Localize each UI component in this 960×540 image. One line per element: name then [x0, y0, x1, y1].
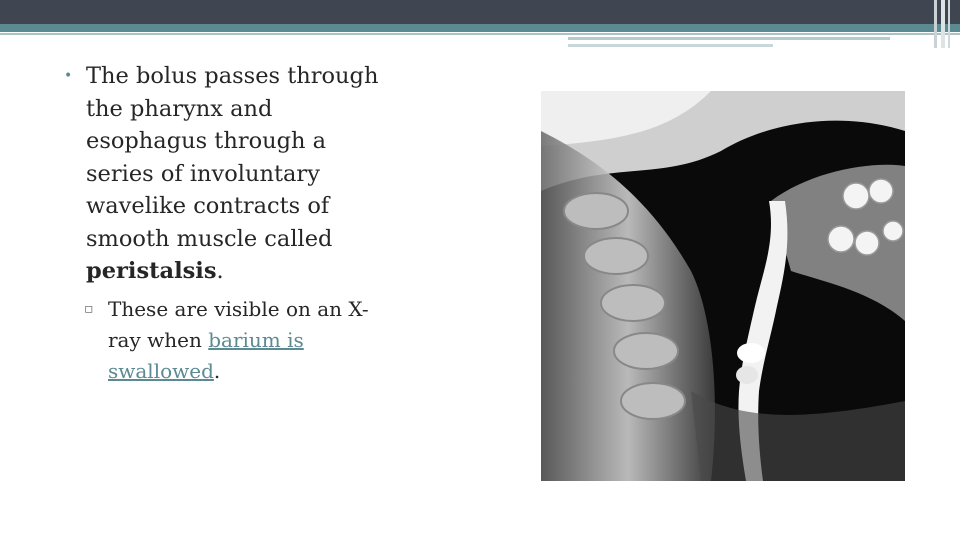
bullet-main-punct: .	[216, 258, 224, 284]
header-bar	[0, 0, 960, 24]
bullet-sub-punct: .	[213, 358, 221, 383]
bullet-sub	[58, 294, 388, 387]
xray-image	[541, 91, 905, 481]
corner-bar	[934, 0, 937, 48]
bold-term: peristalsis	[86, 258, 217, 284]
header-accent-bar	[0, 24, 960, 32]
header-divider	[0, 33, 960, 35]
header-stripe	[568, 37, 890, 40]
corner-bar	[948, 0, 950, 48]
header-stripe	[568, 44, 773, 47]
bullet-main-text: The bolus passes through the pharynx and esophagus through a series of involuntary wavelike contracts of smooth muscle called	[86, 63, 379, 252]
bullet-sub-text: These are visible on an X-ray when	[108, 296, 369, 352]
bullet-square-icon: ▫	[84, 300, 94, 317]
barium-link[interactable]: barium is swallowed	[108, 327, 304, 383]
corner-bar	[941, 0, 945, 48]
slide-text	[58, 60, 388, 387]
bullet-main	[58, 60, 388, 288]
xray-illustration	[541, 91, 905, 481]
bullet-dot-icon: •	[64, 68, 73, 84]
